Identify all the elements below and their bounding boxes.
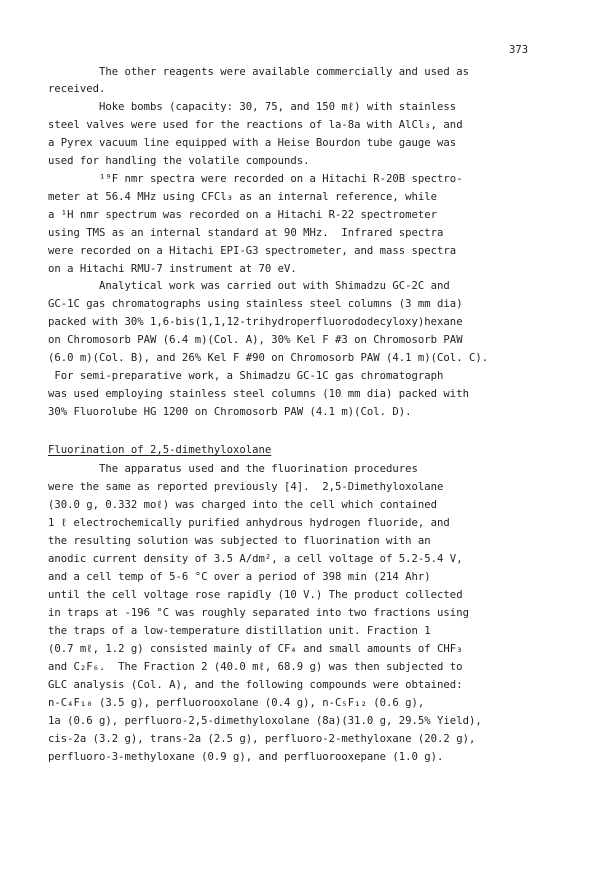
section-line: 1 ℓ electrochemically purified anhydrous hydrogen fluoride, and <box>48 517 450 529</box>
body-line: used for handling the volatile compounds. <box>48 155 310 167</box>
body-line: steel valves were used for the reactions of la-8a with AlCl₃, and <box>48 119 463 131</box>
section-line: the resulting solution was subjected to fluorination with an <box>48 535 431 547</box>
section-line: (30.0 g, 0.332 moℓ) was charged into the cell which contained <box>48 499 438 511</box>
body-line: were recorded on a Hitachi EPI-G3 spectrometer, and mass spectra <box>48 245 457 257</box>
section-line: perfluoro-3-methyloxane (0.9 g), and perfluorooxepane (1.0 g). <box>48 751 444 763</box>
body-line: using TMS as an internal standard at 90 MHz. Infrared spectra <box>48 227 444 239</box>
section-line: n-C₄F₁₀ (3.5 g), perfluorooxolane (0.4 g), n-C₅F₁₂ (0.6 g), <box>48 697 425 709</box>
section-line: were the same as reported previously [4]. 2,5-Dimethyloxolane <box>48 481 444 493</box>
body-line: on Chromosorb PAW (6.4 m)(Col. A), 30% Kel F #3 on Chromosorb PAW <box>48 334 463 346</box>
body-line: The other reagents were available commercially and used as <box>48 66 469 78</box>
body-line: ¹⁹F nmr spectra were recorded on a Hitachi R-20B spectro- <box>48 173 463 185</box>
section-line: the traps of a low-temperature distillation unit. Fraction 1 <box>48 625 431 637</box>
body-line: a ¹H nmr spectrum was recorded on a Hitachi R-22 spectrometer <box>48 209 438 221</box>
body-line: was used employing stainless steel columns (10 mm dia) packed with <box>48 388 469 400</box>
section-line: 1a (0.6 g), perfluoro-2,5-dimethyloxolane (8a)(31.0 g, 29.5% Yield), <box>48 715 482 727</box>
body-line: (6.0 m)(Col. B), and 26% Kel F #90 on Chromosorb PAW (4.1 m)(Col. C). <box>48 352 489 364</box>
section-line: until the cell voltage rose rapidly (10 V.) The product collected <box>48 589 463 601</box>
section-line: and a cell temp of 5-6 °C over a period of 398 min (214 Ahr) <box>48 571 431 583</box>
body-line: packed with 30% 1,6-bis(1,1,12-trihydroperfluorododecyloxy)hexane <box>48 316 463 328</box>
body-line: For semi-preparative work, a Shimadzu GC-1C gas chromatograph <box>48 370 444 382</box>
section-line: anodic current density of 3.5 A/dm², a cell voltage of 5.2-5.4 V, <box>48 553 463 565</box>
body-line: GC-1C gas chromatographs using stainless steel columns (3 mm dia) <box>48 298 463 310</box>
page-number: 373 <box>509 44 529 56</box>
body-line: 30% Fluorolube HG 1200 on Chromosorb PAW (4.1 m)(Col. D). <box>48 406 412 418</box>
body-line: a Pyrex vacuum line equipped with a Heise Bourdon tube gauge was <box>48 137 457 149</box>
body-line: received. <box>48 83 106 95</box>
section-heading: Fluorination of 2,5-dimethyloxolane <box>48 444 272 456</box>
body-line: Hoke bombs (capacity: 30, 75, and 150 mℓ) with stainless <box>48 101 457 113</box>
section-line: The apparatus used and the fluorination procedures <box>48 463 418 475</box>
section-line: in traps at -196 °C was roughly separated into two fractions using <box>48 607 469 619</box>
section-line: (0.7 mℓ, 1.2 g) consisted mainly of CF₄ and small amounts of CHF₃ <box>48 643 463 655</box>
section-line: and C₂F₆. The Fraction 2 (40.0 mℓ, 68.9 g) was then subjected to <box>48 661 463 673</box>
body-line: Analytical work was carried out with Shimadzu GC-2C and <box>48 280 450 292</box>
body-line: on a Hitachi RMU-7 instrument at 70 eV. <box>48 263 297 275</box>
body-line: meter at 56.4 MHz using CFCl₃ as an internal reference, while <box>48 191 438 203</box>
section-line: GLC analysis (Col. A), and the following compounds were obtained: <box>48 679 463 691</box>
section-line: cis-2a (3.2 g), trans-2a (2.5 g), perfluoro-2-methyloxane (20.2 g), <box>48 733 476 745</box>
